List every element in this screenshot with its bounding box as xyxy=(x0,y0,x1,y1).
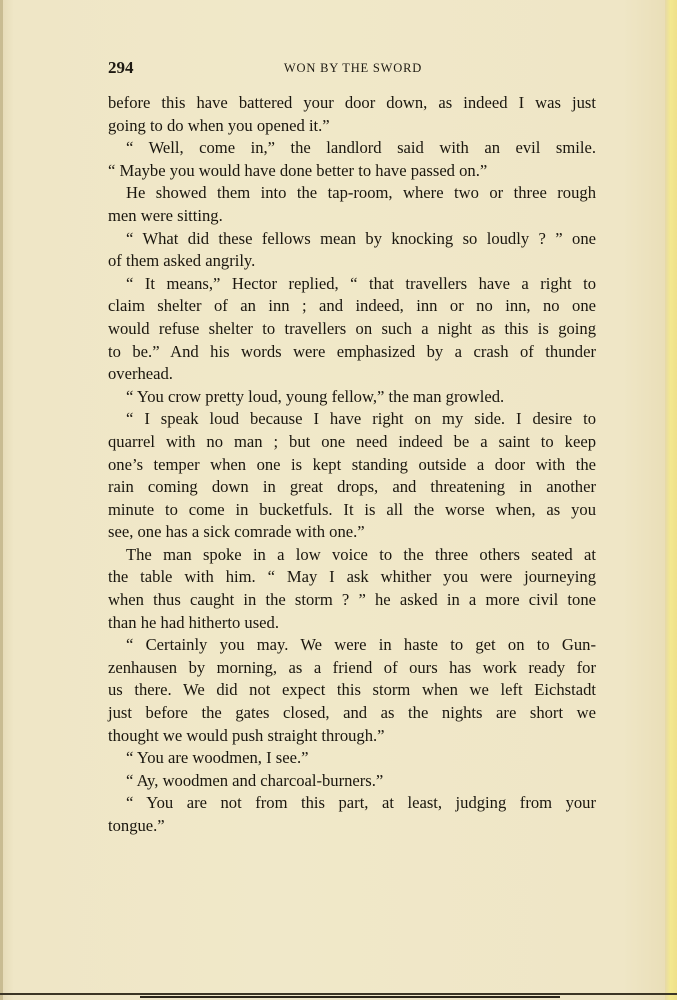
text-line: minute to come in bucketfuls. It is all the worse when, as you xyxy=(108,499,596,519)
text-line: “ What did these fellows mean by knocking so loudly ? ” one xyxy=(126,228,596,248)
text-line: see, one has a sick comrade with one.” xyxy=(108,522,365,542)
text-line: just before the gates closed, and as the nights are short we xyxy=(108,703,596,723)
text-line: one’s temper when one is kept standing outside a door with the xyxy=(108,454,596,474)
text-line: “ Well, come in,” the landlord said with an evil smile. xyxy=(126,138,596,158)
body-text xyxy=(108,92,596,838)
text-line: overhead. xyxy=(108,364,173,384)
bottom-rule-shadow xyxy=(140,996,560,998)
text-line: than he had hitherto used. xyxy=(108,612,279,632)
text-line: The man spoke in a low voice to the three others seated at xyxy=(126,544,596,564)
text-line: the table with him. “ May I ask whither you were journeying xyxy=(108,567,596,587)
text-line: before this have battered your door down, as indeed I was just xyxy=(108,93,596,112)
text-line: zenhausen by morning, as a friend of ours has work ready for xyxy=(108,657,596,677)
text-line: of them asked angrily. xyxy=(108,251,256,271)
text-line: “ Maybe you would have done better to have passed on.” xyxy=(108,160,488,180)
text-line: would refuse shelter to travellers on such a night as this is going xyxy=(108,318,596,338)
page-header xyxy=(108,58,598,82)
text-line: us there. We did not expect this storm when we left Eichstadt xyxy=(108,680,596,700)
text-line: tongue.” xyxy=(108,816,165,835)
text-line: “ You crow pretty loud, young fellow,” the man growled. xyxy=(126,386,505,406)
text-line: “ It means,” Hector replied, “ that travellers have a right to xyxy=(126,273,596,293)
text-line: He showed them into the tap-room, where two or three rough xyxy=(126,183,596,203)
page-number: 294 xyxy=(108,58,134,77)
bottom-rule xyxy=(0,993,677,995)
text-line: claim shelter of an inn ; and indeed, inn or no inn, no one xyxy=(108,296,596,316)
text-line: when thus caught in the storm ? ” he asked in a more civil tone xyxy=(108,590,596,610)
page-gutter xyxy=(0,0,3,1000)
text-line: men were sitting. xyxy=(108,205,223,225)
text-line: “ Certainly you may. We were in haste to get on to Gun- xyxy=(126,635,596,655)
text-line: “ I speak loud because I have right on my side. I desire to xyxy=(126,409,596,429)
text-line: to be.” And his words were emphasized by a crash of thunder xyxy=(108,341,596,361)
text-line: thought we would push straight through.” xyxy=(108,725,385,745)
text-line: “ You are not from this part, at least, judging from your xyxy=(126,793,596,813)
running-title: WON BY THE SWORD xyxy=(283,61,423,75)
page-edge xyxy=(665,0,677,1000)
text-line: “ Ay, woodmen and charcoal-burners.” xyxy=(126,770,384,790)
text-line: going to do when you opened it.” xyxy=(108,115,330,135)
text-line: “ You are woodmen, I see.” xyxy=(126,748,309,768)
text-line: quarrel with no man ; but one need indeed be a saint to keep xyxy=(108,431,596,451)
text-line: rain coming down in great drops, and threatening in another xyxy=(108,477,596,497)
